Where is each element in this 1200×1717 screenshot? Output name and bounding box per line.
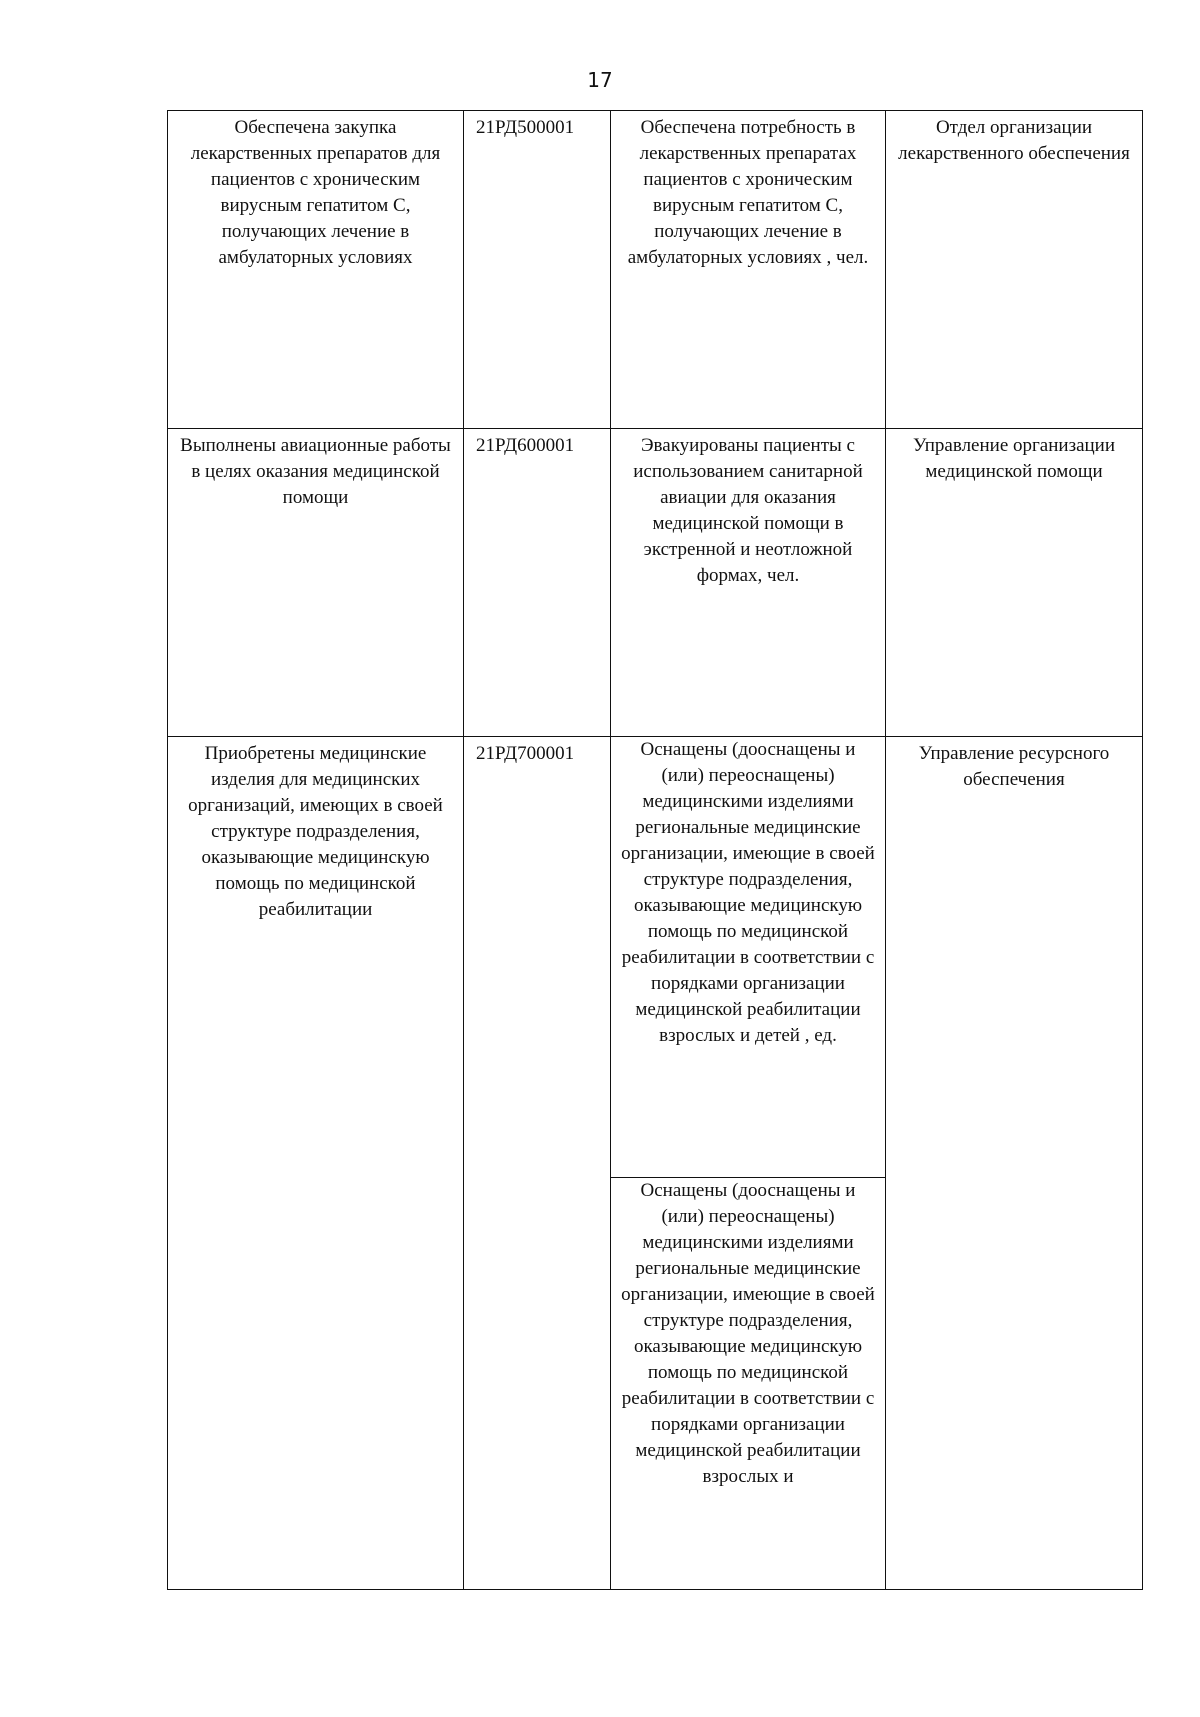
table-row: [168, 429, 1143, 737]
table-row: [168, 111, 1143, 429]
code-cell: 21РД500001: [464, 111, 611, 429]
indicator-cell: Оснащены (дооснащены и (или) переоснащены) медицинскими изделиями региональные медицинские организации, имеющие в своей структуре подразделения, оказывающие медицинскую помощь по медицинской реабилитации в соответствии с порядками организации медицинской реабилитации взрослых и: [611, 1178, 886, 1590]
result-cell: Выполнены авиационные работы в целях оказания медицинской помощи: [168, 429, 464, 737]
indicator-cell: Оснащены (дооснащены и (или) переоснащены) медицинскими изделиями региональные медицинские организации, имеющие в своей структуре подразделения, оказывающие медицинскую помощь по медицинской реабилитации в соответствии с порядками организации медицинской реабилитации взрослых и детей , ед.: [611, 737, 886, 1178]
table-row: [168, 737, 1143, 1178]
result-cell: Обеспечена закупка лекарственных препаратов для пациентов с хроническим вирусным гепатитом С, получающих лечение в амбулаторных условиях: [168, 111, 464, 429]
code-cell: 21РД600001: [464, 429, 611, 737]
page-number: 17: [587, 68, 613, 92]
responsible-cell: Управление организации медицинской помощи: [886, 429, 1143, 737]
responsible-cell: Управление ресурсного обеспечения: [886, 737, 1143, 1590]
activities-table: [167, 110, 1143, 1590]
indicator-cell: Эвакуированы пациенты с использованием санитарной авиации для оказания медицинской помощи в экстренной и неотложной формах, чел.: [611, 429, 886, 737]
indicator-cell: Обеспечена потребность в лекарственных препаратах пациентов с хроническим вирусным гепатитом С, получающих лечение в амбулаторных условиях , чел.: [611, 111, 886, 429]
code-cell: 21РД700001: [464, 737, 611, 1590]
responsible-cell: Отдел организации лекарственного обеспечения: [886, 111, 1143, 429]
result-cell: Приобретены медицинские изделия для медицинских организаций, имеющих в своей структуре подразделения, оказывающие медицинскую помощь по медицинской реабилитации: [168, 737, 464, 1590]
